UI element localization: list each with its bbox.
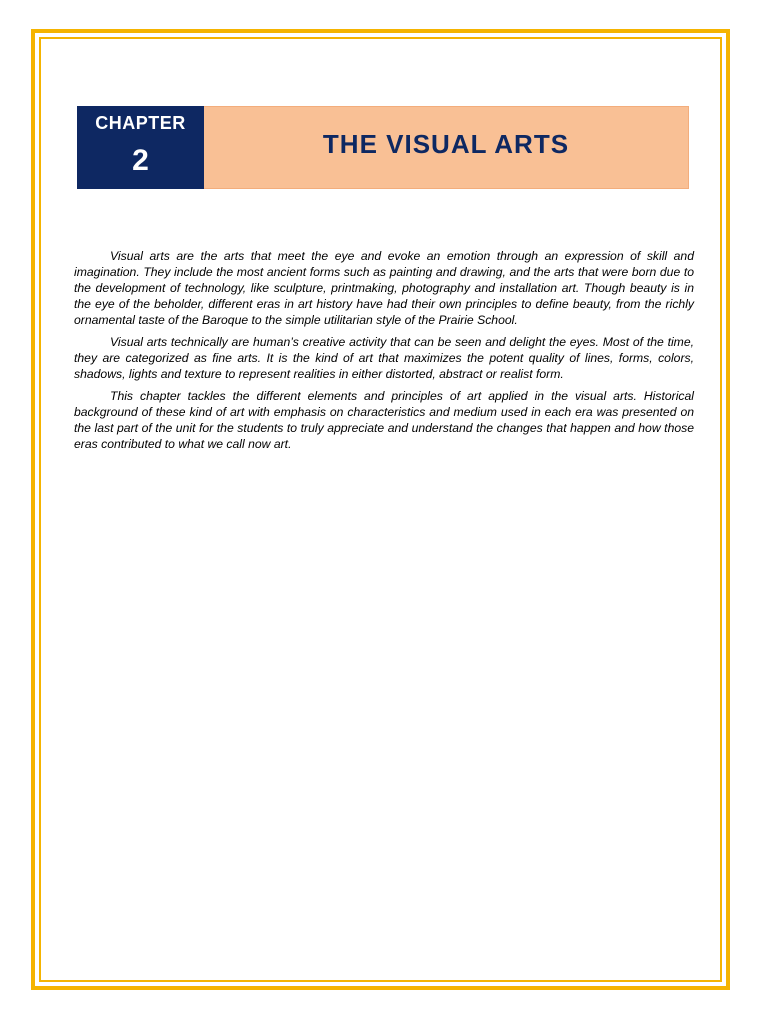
paragraph: This chapter tackles the different elements and principles of art applied in the visual arts. Historical background of these kind of art with emphasis on characteristics and medium used in each era was presented on the last part of the unit for the students to truly appreciate and understand the changes that happen and how those eras contributed to what we call now art. — [74, 389, 694, 451]
paragraph: Visual arts are the arts that meet the eye and evoke an emotion through an expression of skill and imagination. They include the most ancient forms such as painting and drawing, and the arts that were born due to the development of technology, like sculpture, printmaking, photography and installation art. Though beauty is in the eye of the beholder, different eras in art history have had their own principles to define beauty, from the richly ornamental taste of the Baroque to the simple utilitarian style of the Prairie School. — [74, 249, 694, 327]
chapter-badge — [77, 106, 204, 189]
chapter-label: CHAPTER — [95, 113, 186, 133]
page-title: THE VISUAL ARTS — [322, 129, 570, 159]
chapter-title-banner — [204, 106, 689, 189]
body-text — [74, 248, 694, 458]
paragraph: Visual arts technically are human’s creative activity that can be seen and delight the eyes. Most of the time, they are categorized as fine arts. It is the kind of art that maximizes the potent quality of lines, forms, colors, shadows, lights and texture to represent realities in either distorted, abstract or realist form. — [74, 335, 694, 381]
chapter-number: 2 — [132, 144, 149, 177]
